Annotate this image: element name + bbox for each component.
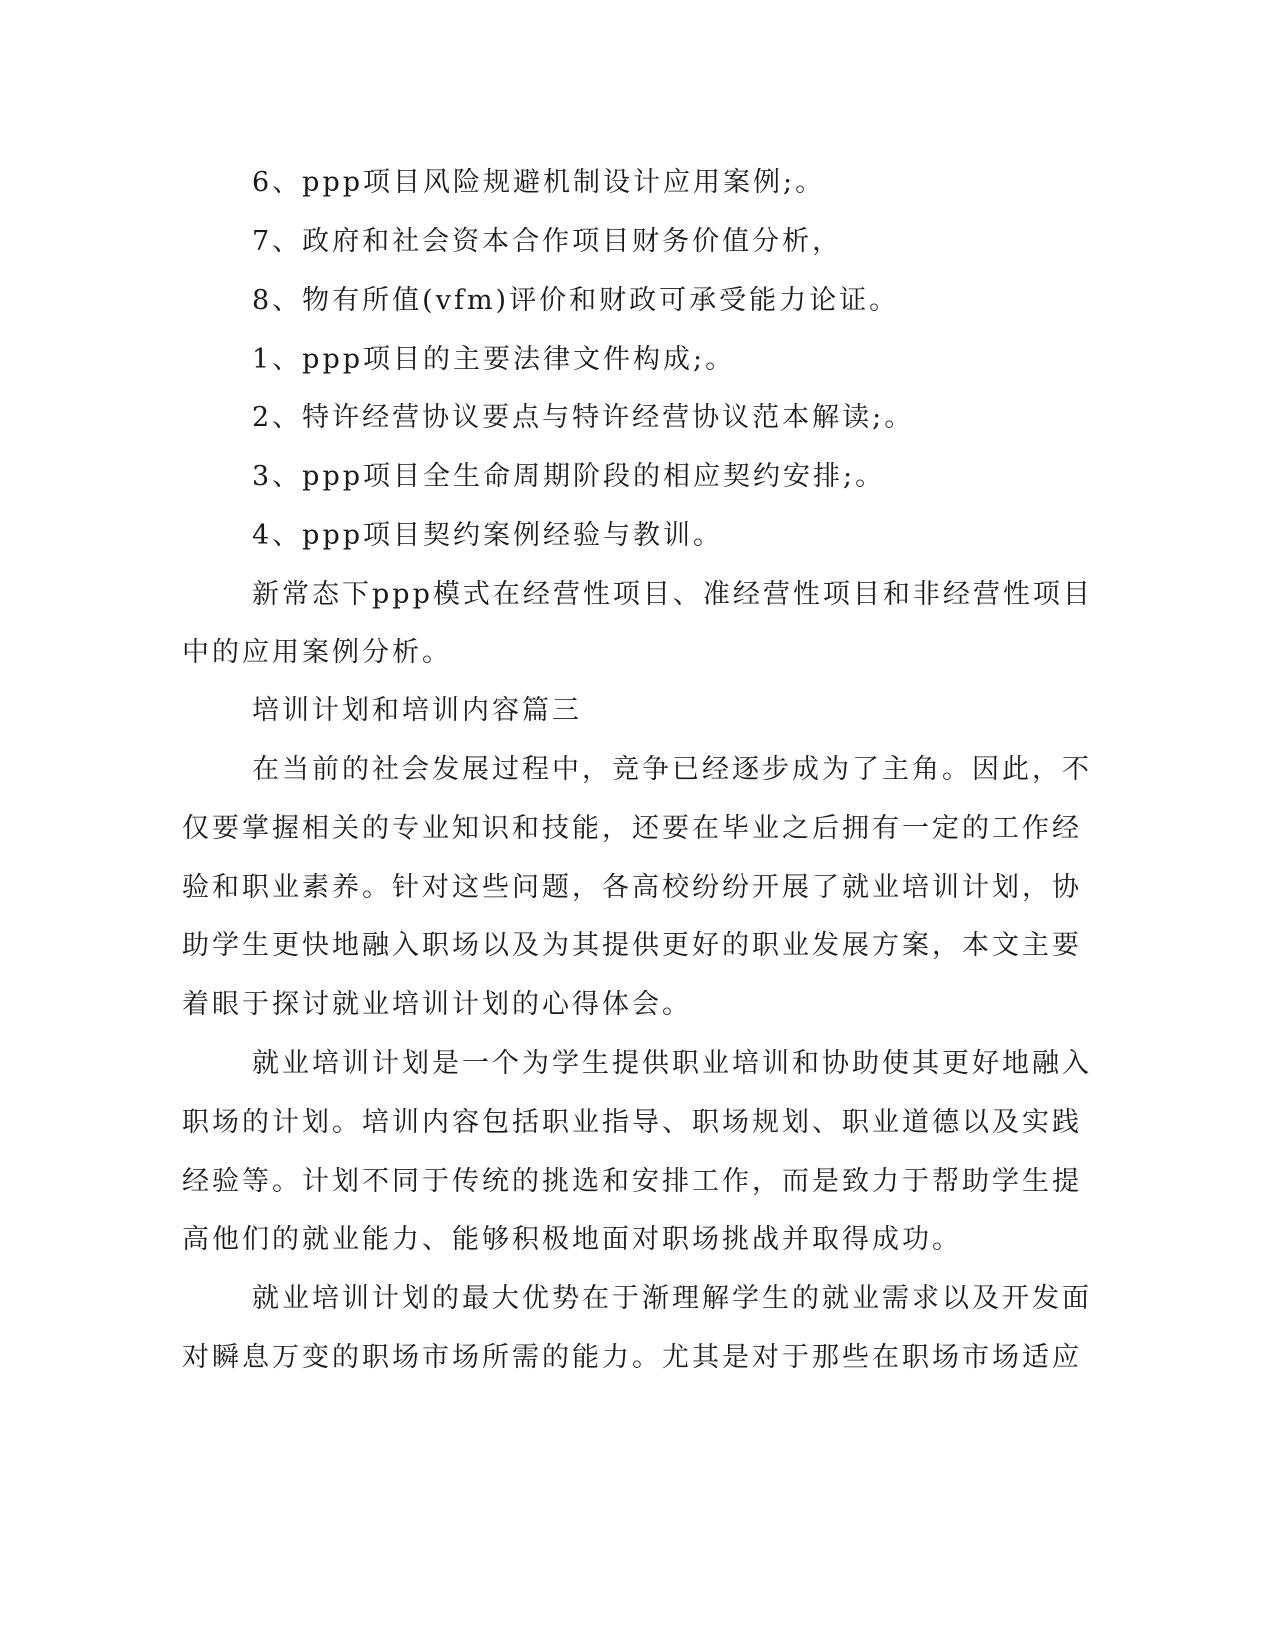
paragraph-line: 职场的计划。培训内容包括职业指导、职场规划、职业道德以及实践	[182, 1107, 1082, 1138]
paragraph-line: 在当前的社会发展过程中，竞争已经逐步成为了主角。因此，不	[252, 754, 1092, 785]
paragraph-line: 验和职业素养。针对这些问题，各高校纷纷开展了就业培训计划，协	[182, 872, 1082, 903]
paragraph-line: 就业培训计划的最大优势在于渐理解学生的就业需求以及开发面	[252, 1283, 1092, 1314]
paragraph-line: 助学生更快地融入职场以及为其提供更好的职业发展方案，本文主要	[182, 930, 1082, 961]
paragraph-line: 仅要掌握相关的专业知识和技能，还要在毕业之后拥有一定的工作经	[182, 813, 1082, 844]
paragraph-line: 着眼于探讨就业培训计划的心得体会。	[182, 989, 692, 1020]
paragraph-line: 新常态下ppp模式在经营性项目、准经营性项目和非经营性项目	[252, 579, 1093, 610]
paragraph-line: 经验等。计划不同于传统的挑选和安排工作，而是致力于帮助学生提	[182, 1166, 1082, 1197]
list-item-3: 3、ppp项目全生命周期阶段的相应契约安排;。	[252, 461, 886, 492]
list-item-1: 1、ppp项目的主要法律文件构成;。	[252, 344, 736, 375]
section-heading: 培训计划和培训内容篇三	[252, 695, 582, 726]
paragraph-line: 对瞬息万变的职场市场所需的能力。尤其是对于那些在职场市场适应	[182, 1342, 1082, 1373]
list-item-8: 8、物有所值(vfm)评价和财政可承受能力论证。	[252, 285, 900, 316]
list-item-4: 4、ppp项目契约案例经验与教训。	[252, 520, 724, 551]
list-item-7: 7、政府和社会资本合作项目财务价值分析，	[252, 226, 843, 257]
list-item-6: 6、ppp项目风险规避机制设计应用案例;。	[252, 167, 826, 198]
paragraph-line: 就业培训计划是一个为学生提供职业培训和协助使其更好地融入	[252, 1048, 1092, 1079]
list-item-2: 2、特许经营协议要点与特许经营协议范本解读;。	[252, 402, 915, 433]
paragraph-line: 高他们的就业能力、能够积极地面对职场挑战并取得成功。	[182, 1224, 962, 1255]
paragraph-line: 中的应用案例分析。	[182, 637, 452, 668]
